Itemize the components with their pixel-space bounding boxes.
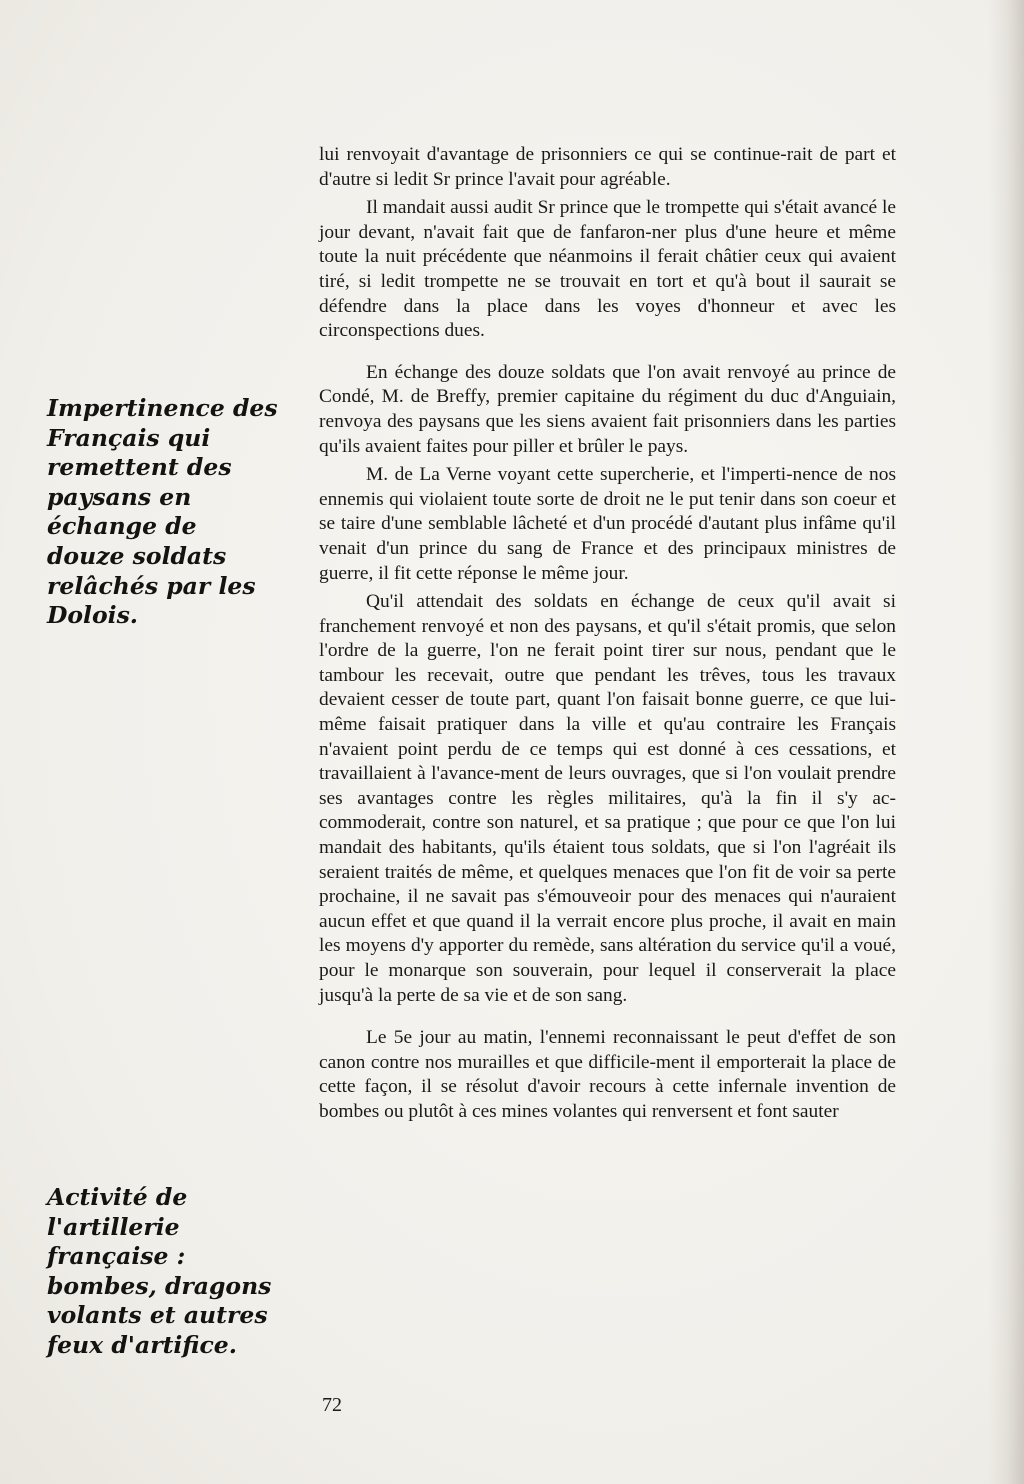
- margin-note-impertinence: Impertinence des Français qui remettent des paysans en échange de douze soldats relâchés par les Dolois.: [47, 394, 278, 630]
- page-number: 72: [322, 1394, 342, 1416]
- margin-note-artillerie: Activité de l'artillerie française : bombes, dragons volants et autres feux d'artifice.: [47, 1183, 272, 1359]
- paragraph-cinquieme-jour: Le 5e jour au matin, l'ennemi reconnaissant le peut d'effet de son canon contre nos murailles et que difficile-ment il emporterait la place de cette façon, il se résolut d'avoir recours à cette infernale invention de bombes ou plutôt à ces mines volantes qui renversent et font sauter: [319, 1027, 896, 1122]
- paragraph-la-verne: M. de La Verne voyant cette supercherie, et l'imperti-nence de nos ennemis qui violaient toute sorte de droit ne le put tenir dans son coeur et se taire d'une semblable lâcheté et d'un procédé d'autant plus infâme qu'il venait d'un prince du sang de France et des principaux ministres de guerre, il fit cette réponse le même jour.: [319, 464, 896, 584]
- paragraph-reponse: Qu'il attendait des soldats en échange de ceux qu'il avait si franchement renvoyé et non des paysans, et qu'il s'était promis, que selon l'ordre de la guerre, l'on ne ferait point tirer sur nous, pendant que le tambour les recevait, outre que pendant les trêves, tous les travaux devaient cesser de toute part, quant l'on faisait bonne guerre, ce que lui-même faisait pratiquer dans la ville et qu'au contraire les Français n'avaient point perdu de ce temps qui est donné à ces cessations, et travaillaient à l'avance-ment de leurs ouvrages, que si l'on voulait prendre ses avantages contre les règles militaires, qu'à la fin il s'y ac-commoderait, contre son naturel, et sa pratique ; que pour ce que l'on lui mandait des habitants, qu'ils étaient tous soldats, que si l'on l'agréait ils seraient traités de même, et quelques menaces que l'on fit de voir sa perte prochaine, il ne savait pas s'émouveoir pour des menaces qui n'auraient aucun effet et que quand il la verrait encore plus proche, il avait en main les moyens d'y apporter du remède, sans altération du service qu'il a voué, pour le monarque son souverain, pour lequel il conserverait la place jusqu'à la perte de sa vie et de son sang.: [319, 591, 896, 1006]
- paragraph-echange: En échange des douze soldats que l'on avait renvoyé au prince de Condé, M. de Breffy, premier capitaine du régiment du duc d'Anguiain, renvoya des paysans que les siens avaient fait prisonniers dans les parties qu'ils avaient faites pour piller et brûler le pays.: [319, 361, 896, 457]
- page-binding-shadow: [988, 0, 1024, 1484]
- paragraph-trompette: Il mandait aussi audit Sr prince que le trompette qui s'était avancé le jour devant, n'avait fait que de fanfaron-ner plus d'une heure et même toute la nuit précédente que néanmoins il ferait châtier ceux qui avaient tiré, si ledit trompette ne se trouvait en tort et qu'à bout il saurait se défendre dans la place dans les voyes d'honneur et avec les circonspections dues.: [319, 197, 896, 342]
- main-text-column: [319, 143, 896, 1125]
- paragraph-continuation: lui renvoyait d'avantage de prisonniers ce qui se continue-rait de part et d'autre si ledit Sr prince l'avait pour agréable.: [319, 144, 896, 190]
